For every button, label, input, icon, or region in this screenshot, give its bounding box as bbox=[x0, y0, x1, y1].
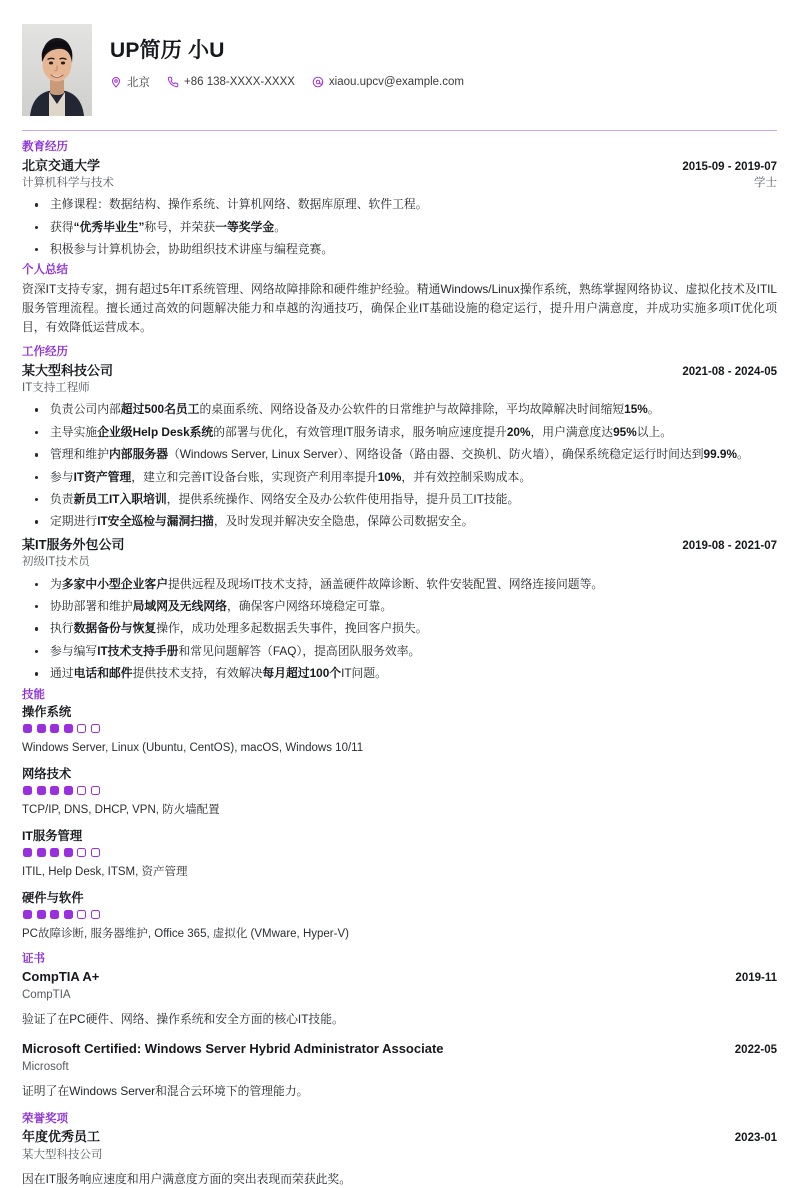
contact-location bbox=[110, 74, 150, 90]
list-item: 为多家中小型企业客户提供远程及现场IT技术支持，涵盖硬件故障诊断、软件安装配置、网络连接问题等。 bbox=[22, 576, 777, 594]
skill-level-dots bbox=[23, 786, 777, 795]
skill-items: ITIL, Help Desk, ITSM, 资产管理 bbox=[22, 866, 188, 879]
award-issuer: 某大型科技公司 bbox=[22, 1148, 103, 1161]
certificate-title: CompTIA A+ bbox=[22, 969, 100, 985]
section-title-skills: 技能 bbox=[22, 688, 45, 701]
header-text-block bbox=[110, 24, 777, 90]
avatar bbox=[22, 24, 92, 116]
section-title-summary: 个人总结 bbox=[22, 264, 68, 277]
certificate-entry bbox=[22, 968, 777, 1028]
bullet-text: 主修课程：数据结构、操作系统、计算机网络、数据库原理、软件工程。 bbox=[50, 197, 428, 212]
section-work-experience bbox=[22, 345, 777, 683]
skill-dot-filled bbox=[64, 848, 73, 857]
contact-phone-text: +86 138-XXXX-XXXX bbox=[184, 76, 295, 89]
section-title-awards: 荣誉奖项 bbox=[22, 1112, 68, 1125]
list-item: 参与编写IT技术支持手册和常见问题解答（FAQ），提高团队服务效率。 bbox=[22, 643, 777, 661]
section-title-certificates: 证书 bbox=[22, 952, 45, 965]
job-position: IT支持工程师 bbox=[22, 382, 90, 395]
contact-phone bbox=[167, 76, 295, 88]
certificate-date: 2022-05 bbox=[734, 1044, 777, 1057]
contact-email bbox=[312, 76, 464, 88]
skill-dot-filled bbox=[37, 910, 46, 919]
company-name: 某IT服务外包公司 bbox=[22, 536, 125, 552]
section-skills bbox=[22, 688, 777, 943]
list-item: 获得“优秀毕业生”称号，并荣获一等奖学金。 bbox=[22, 219, 777, 237]
contact-email-text: xiaou.upcv@example.com bbox=[328, 76, 464, 89]
education-date: 2015-09 - 2019-07 bbox=[682, 160, 777, 173]
skill-dot-filled bbox=[50, 786, 59, 795]
skill-name: 操作系统 bbox=[22, 705, 72, 720]
location-pin-icon bbox=[110, 76, 122, 88]
job-position: 初级IT技术员 bbox=[22, 556, 90, 569]
skill-items: TCP/IP, DNS, DHCP, VPN, 防火墙配置 bbox=[22, 804, 220, 817]
skill-items: PC故障诊断, 服务器维护, Office 365, 虚拟化 (VMware, Hyper-V) bbox=[22, 927, 349, 940]
education-entry bbox=[22, 157, 777, 259]
section-certificates bbox=[22, 952, 777, 1100]
skill-dot-empty bbox=[91, 848, 100, 857]
section-awards bbox=[22, 1112, 777, 1188]
list-item: 执行数据备份与恢复操作，成功处理多起数据丢失事件，挽回客户损失。 bbox=[22, 620, 777, 638]
skill-dot-empty bbox=[91, 724, 100, 733]
skill-name: 网络技术 bbox=[22, 767, 72, 781]
header-divider bbox=[22, 130, 777, 131]
skill-dot-empty bbox=[77, 910, 86, 919]
certificate-description: 验证了在PC硬件、网络、操作系统和安全方面的核心IT技能。 bbox=[22, 1011, 344, 1026]
award-title: 年度优秀员工 bbox=[22, 1129, 101, 1145]
skill-dot-empty bbox=[77, 786, 86, 795]
skill-dot-filled bbox=[37, 724, 46, 733]
skill-dot-filled bbox=[37, 786, 46, 795]
work-date: 2021-08 - 2024-05 bbox=[682, 365, 777, 378]
certificate-issuer: CompTIA bbox=[22, 988, 71, 1001]
section-title-education: 教育经历 bbox=[22, 141, 68, 153]
skill-dot-filled bbox=[37, 848, 46, 857]
skill-name: 硬件与软件 bbox=[22, 890, 84, 905]
certificate-date: 2019-11 bbox=[735, 972, 777, 985]
section-title-work: 工作经历 bbox=[22, 346, 68, 359]
skill-dot-filled bbox=[64, 786, 73, 795]
resume-header bbox=[22, 24, 777, 130]
list-item: 负责新员工IT入职培训，提供系统操作、网络安全及办公软件使用指导，提升员工IT技能。 bbox=[22, 491, 777, 509]
summary-text: 资深IT支持专家，拥有超过5年IT系统管理、网络故障排除和硬件维护经验。精通Windows/Linux操作系统，熟练掌握网络协议、虚拟化技术及ITIL服务管理流程。擅长通过高效的问题解决能力和卓越的沟通技巧，确保企业IT基础设施的稳定运行，提升用户满意度，并成功实施多项IT优化项目，有效降低运营成本。 bbox=[22, 281, 777, 335]
skill-group bbox=[22, 766, 777, 819]
list-item: 参与IT资产管理，建立和完善IT设备台账，实现资产利用率提升10%，并有效控制采购成本。 bbox=[22, 469, 777, 487]
skill-dot-filled bbox=[50, 848, 59, 857]
skill-dot-empty bbox=[77, 848, 86, 857]
list-item: 负责公司内部超过500名员工的桌面系统、网络设备及办公软件的日常维护与故障排除，平均故障解决时间缩短15%。 bbox=[22, 401, 777, 419]
certificate-entry bbox=[22, 1040, 777, 1100]
certificate-issuer: Microsoft bbox=[22, 1060, 69, 1073]
work-entry bbox=[22, 536, 777, 683]
skill-dot-empty bbox=[77, 724, 86, 733]
skill-group bbox=[22, 704, 777, 757]
skill-dot-filled bbox=[23, 910, 32, 919]
list-item: 协助部署和维护局域网及无线网络，确保客户网络环境稳定可靠。 bbox=[22, 598, 777, 616]
education-degree: 学士 bbox=[754, 177, 777, 190]
education-bullets bbox=[22, 196, 777, 259]
certificate-title: Microsoft Certified: Windows Server Hybrid Administrator Associate bbox=[22, 1041, 444, 1057]
certificate-description: 证明了在Windows Server和混合云环境下的管理能力。 bbox=[22, 1083, 309, 1098]
award-date: 2023-01 bbox=[734, 1132, 777, 1145]
skill-level-dots bbox=[23, 910, 777, 919]
skill-name: IT服务管理 bbox=[22, 828, 83, 843]
contact-location-text: 北京 bbox=[127, 77, 150, 90]
section-summary bbox=[22, 263, 777, 337]
skill-dot-filled bbox=[23, 724, 32, 733]
list-item bbox=[22, 196, 777, 214]
skill-level-dots bbox=[23, 848, 777, 857]
contact-row bbox=[110, 74, 777, 90]
section-education bbox=[22, 140, 777, 259]
award-entry bbox=[22, 1128, 777, 1188]
award-description: 因在IT服务响应速度和用户满意度方面的突出表现而荣获此奖。 bbox=[22, 1172, 352, 1187]
skill-items: Windows Server, Linux (Ubuntu, CentOS), macOS, Windows 10/11 bbox=[22, 742, 364, 755]
skill-dot-filled bbox=[50, 724, 59, 733]
list-item: 定期进行IT安全巡检与漏洞扫描，及时发现并解决安全隐患，保障公司数据安全。 bbox=[22, 513, 777, 531]
skill-dot-filled bbox=[50, 910, 59, 919]
list-item bbox=[22, 241, 777, 259]
list-item: 通过电话和邮件提供技术支持，有效解决每月超过100个IT问题。 bbox=[22, 665, 777, 683]
company-name: 某大型科技公司 bbox=[22, 362, 114, 378]
skill-dot-filled bbox=[23, 786, 32, 795]
work-date: 2019-08 - 2021-07 bbox=[682, 539, 777, 552]
skill-dot-filled bbox=[23, 848, 32, 857]
skill-dot-filled bbox=[64, 724, 73, 733]
skill-group bbox=[22, 890, 777, 943]
phone-icon bbox=[167, 76, 179, 88]
work-bullets bbox=[22, 576, 777, 684]
skill-level-dots bbox=[23, 724, 777, 733]
page-title: UP简历 小U bbox=[110, 39, 225, 62]
list-item: 管理和维护内部服务器（Windows Server, Linux Server）、网络设备（路由器、交换机、防火墙），确保系统稳定运行时间达到99.9%。 bbox=[22, 446, 777, 464]
work-entry bbox=[22, 362, 777, 532]
skill-dot-filled bbox=[64, 910, 73, 919]
skill-dot-empty bbox=[91, 910, 100, 919]
work-bullets bbox=[22, 401, 777, 531]
education-major: 计算机科学与技术 bbox=[22, 177, 114, 190]
email-at-icon bbox=[312, 76, 324, 88]
bullet-text: 积极参与计算机协会，协助组织技术讲座与编程竞赛。 bbox=[50, 241, 334, 256]
skill-dot-empty bbox=[91, 786, 100, 795]
skill-group bbox=[22, 828, 777, 881]
list-item: 主导实施企业级Help Desk系统的部署与优化，有效管理IT服务请求，服务响应速度提升20%，用户满意度达95%以上。 bbox=[22, 424, 777, 442]
school-name: 北京交通大学 bbox=[22, 157, 101, 173]
